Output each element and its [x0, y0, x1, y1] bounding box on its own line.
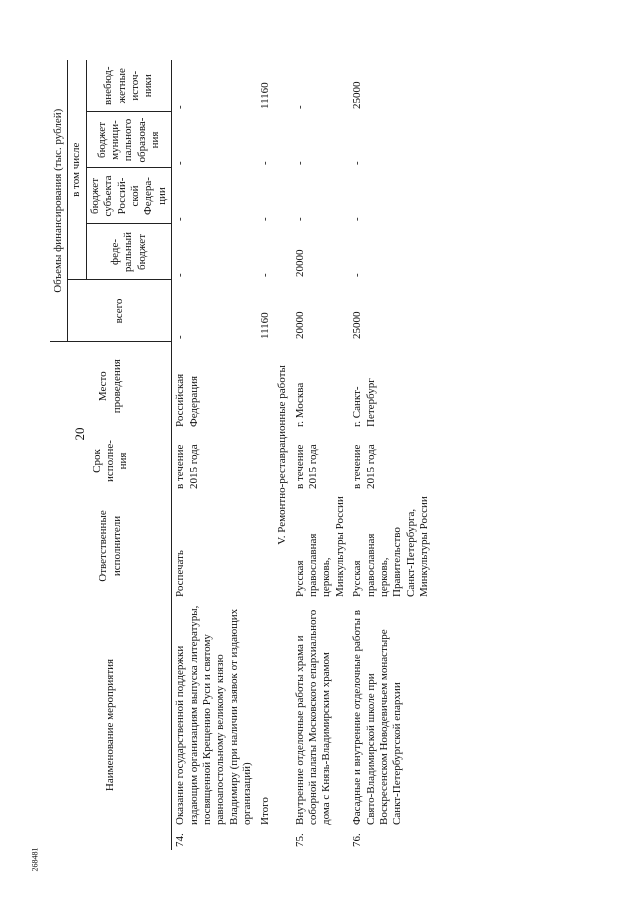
table-row-total: [257, 60, 274, 850]
header-financing: Объемы финансирования (тыс. рублей): [50, 60, 68, 342]
row-executors: Русская православная церковь, Правительство Санкт-Петербурга, Минкультуры России: [351, 496, 431, 597]
header-subject: бюджет субъекта Россий-ской Федера-ции: [86, 168, 171, 224]
row-total: -: [174, 335, 187, 339]
row-subject: -: [351, 217, 364, 221]
row-place: г. Москва: [293, 382, 306, 427]
header-place: Место проведения: [50, 342, 172, 430]
header-executors: Ответственные исполнители: [50, 492, 172, 600]
header-term: Срок исполне-ния: [50, 430, 172, 492]
row-federal: -: [351, 273, 364, 277]
row-subject: -: [258, 217, 271, 221]
row-federal: 20000: [293, 249, 306, 277]
row-extrabudget: 25000: [351, 81, 364, 109]
row-total: 25000: [351, 311, 364, 339]
row-name: Фасадные и внутренние отделочные работы в Свято-Владимирской школе при Воскресенском Новодевичьем монастыре Санкт-Петербургской епархии: [351, 610, 404, 825]
row-municipal: -: [293, 161, 306, 165]
row-number: [257, 828, 274, 850]
header-extrabudget: внебюд-жетные источ-ники: [86, 60, 171, 112]
header-total: всего: [68, 280, 172, 342]
row-term: в течение 2015 года: [293, 444, 319, 489]
table-row: [172, 60, 257, 850]
row-executors: Роспечать: [174, 550, 187, 597]
row-number: 74.: [174, 833, 187, 847]
table-row: [292, 60, 350, 850]
section-title: V. Ремонтно-реставрационные работы: [276, 365, 289, 545]
section-row: [274, 60, 291, 850]
row-term: [257, 430, 274, 492]
row-subject: -: [174, 217, 187, 221]
row-municipal: -: [258, 161, 271, 165]
row-name: Оказание государственной поддержки издающим организациям выпуска литературы, посвященной Крещению Руси и святому равноапостольному великому князю Владимиру (при наличии заявок от издающих организаций): [174, 605, 254, 825]
table-row: [349, 60, 433, 850]
row-municipal: -: [351, 161, 364, 165]
row-extrabudget: -: [293, 105, 306, 109]
financing-table: [50, 60, 434, 850]
row-number: 75.: [293, 833, 306, 847]
row-place: [257, 342, 274, 430]
row-place: г. Санкт-Петербург: [351, 378, 377, 427]
document-code: 268481: [30, 847, 40, 872]
rotated-table-container: [50, 60, 590, 850]
row-total: 20000: [293, 311, 306, 339]
row-federal: -: [174, 273, 187, 277]
row-extrabudget: 11160: [258, 82, 271, 109]
header-name: Наименование мероприятия: [50, 600, 172, 850]
row-name: Внутренние отделочные работы храма и соборной палаты Московского епархиального дома с Князь-Владимирским храмом: [293, 609, 333, 825]
row-subject: -: [293, 217, 306, 221]
row-place: Российская Федерация: [174, 373, 200, 427]
row-term: в течение 2015 года: [351, 444, 377, 489]
header-municipal: бюджет муници-пального образова-ния: [86, 112, 171, 168]
row-term: в течение 2015 года: [174, 444, 200, 489]
row-executors: [257, 492, 274, 600]
page-number: 20: [72, 427, 87, 441]
row-municipal: -: [174, 161, 187, 165]
header-including: в том числе: [68, 60, 86, 280]
row-number: 76.: [351, 833, 364, 847]
row-extrabudget: -: [174, 105, 187, 109]
header-federal: феде-ральный бюджет: [86, 224, 171, 280]
row-executors: Русская православная церковь, Минкультуры России: [293, 496, 346, 597]
row-total: 11160: [258, 312, 271, 339]
row-federal: -: [258, 273, 271, 277]
row-name: Итого: [258, 797, 271, 825]
